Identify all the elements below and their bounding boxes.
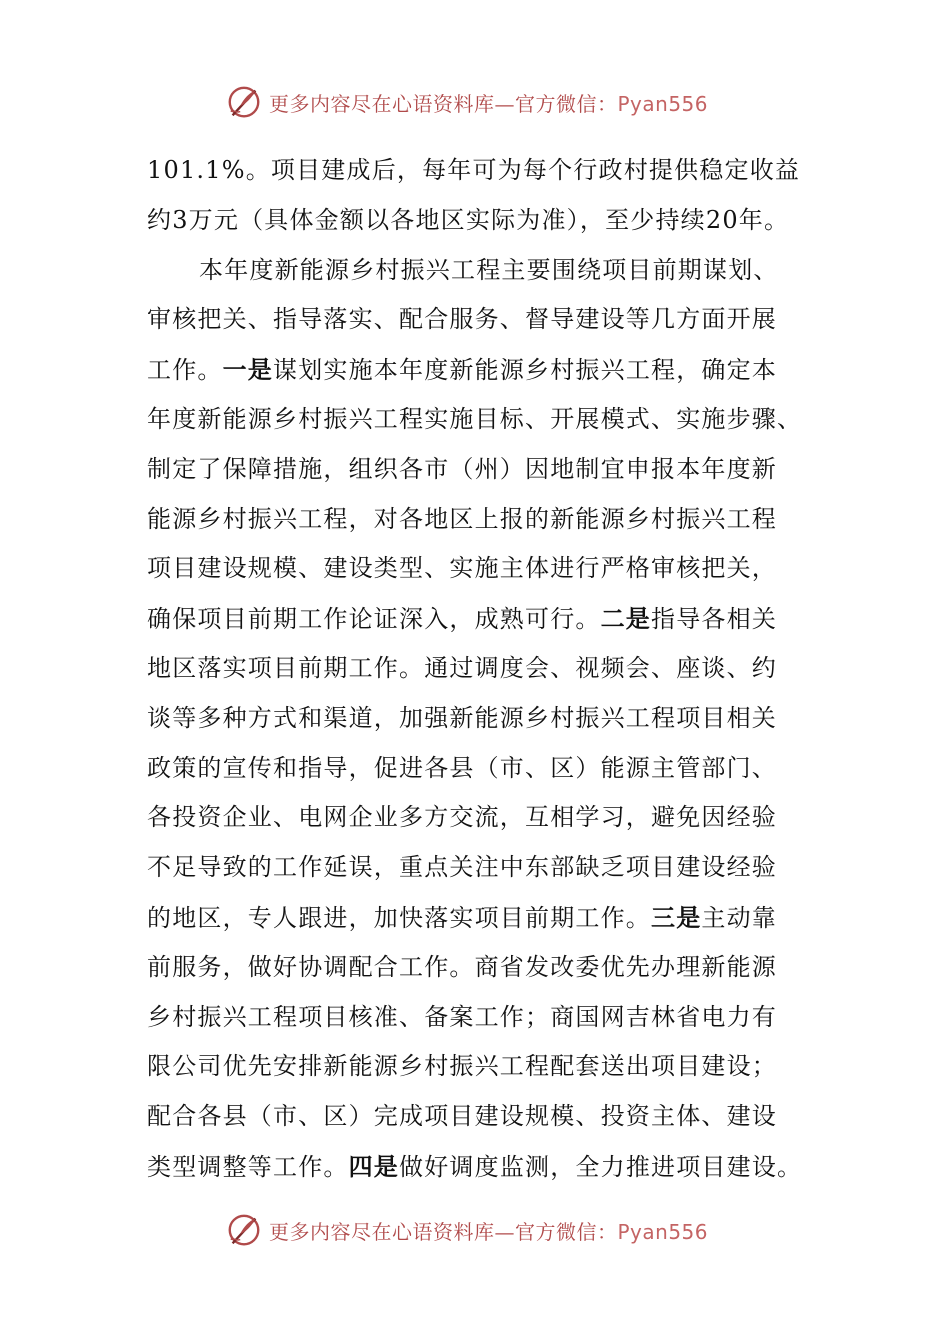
paragraph-line: 工作。一是谋划实施本年度新能源乡村振兴工程，确定本 xyxy=(147,355,778,385)
paragraph-line: 确保项目前期工作论证深入，成熟可行。二是指导各相关 xyxy=(147,604,778,634)
paragraph-line: 101.1%。项目建成后，每年可为每个行政村提供稳定收益 xyxy=(147,156,801,184)
paragraph-line: 项目建设规模、建设类型、实施主体进行严格审核把关， xyxy=(147,554,777,583)
watermark-banner-top xyxy=(225,82,745,122)
emphasis-third: 三是 xyxy=(651,902,702,932)
paragraph-line: 审核把关、指导落实、配合服务、督导建设等几方面开展 xyxy=(147,305,777,334)
paragraph-line: 谈等多种方式和渠道，加强新能源乡村振兴工程项目相关 xyxy=(147,703,777,732)
quill-pen-logo xyxy=(225,1211,263,1249)
emphasis-fourth: 四是 xyxy=(348,1151,400,1181)
document-body xyxy=(147,146,817,1192)
paragraph-line: 类型调整等工作。四是做好调度监测，全力推进项目建设。 xyxy=(147,1151,803,1181)
paragraph-line: 地区落实项目前期工作。通过调度会、视频会、座谈、约 xyxy=(147,653,777,682)
paragraph-line: 配合各县（市、区）完成项目建设规模、投资主体、建设 xyxy=(147,1102,777,1131)
paragraph-line: 本年度新能源乡村振兴工程主要围绕项目前期谋划、 xyxy=(199,255,779,284)
paragraph-line: 各投资企业、电网企业多方交流，互相学习，避免因经验 xyxy=(147,803,777,832)
paragraph-line: 能源乡村振兴工程，对各地区上报的新能源乡村振兴工程 xyxy=(147,504,777,533)
paragraph-line: 限公司优先安排新能源乡村振兴工程配套送出项目建设； xyxy=(147,1052,777,1081)
paragraph-line: 约3万元（具体金额以各地区实际为准），至少持续20年。 xyxy=(147,205,790,234)
emphasis-first: 一是 xyxy=(222,355,274,385)
paragraph-line: 的地区，专人跟进，加快落实项目前期工作。三是主动靠 xyxy=(147,902,778,932)
watermark-text: 更多内容尽在心语资料库—官方微信：Pyan556 xyxy=(269,91,709,116)
quill-pen-logo xyxy=(225,83,263,121)
watermark-text: 更多内容尽在心语资料库—官方微信：Pyan556 xyxy=(269,1219,709,1244)
watermark-banner-bottom xyxy=(225,1210,745,1250)
paragraph-line: 前服务，做好协调配合工作。商省发改委优先办理新能源 xyxy=(147,952,777,981)
emphasis-second: 二是 xyxy=(600,604,652,634)
paragraph-line: 制定了保障措施，组织各市（州）因地制宜申报本年度新 xyxy=(147,454,777,483)
paragraph-line: 不足导致的工作延误，重点关注中东部缺乏项目建设经验 xyxy=(147,853,777,882)
paragraph-line: 政策的宣传和指导，促进各县（市、区）能源主管部门、 xyxy=(147,753,777,782)
paragraph-line: 乡村振兴工程项目核准、备案工作；商国网吉林省电力有 xyxy=(147,1002,777,1031)
paragraph-line: 年度新能源乡村振兴工程实施目标、开展模式、实施步骤、 xyxy=(147,404,803,433)
